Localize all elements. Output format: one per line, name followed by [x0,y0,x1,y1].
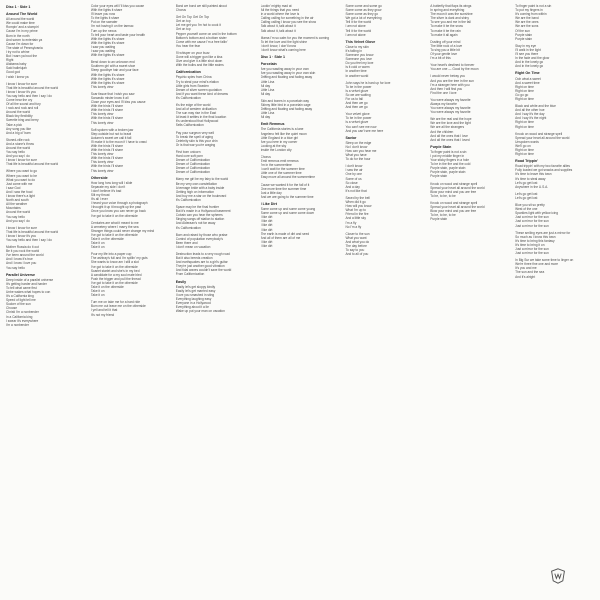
lyric-text: Stay in my eye I'll walk in the light I'll see you there In the fade and the glow And in the lonely go And in the lonely go [515,43,550,69]
lyrics-column-3 [176,4,257,596]
lyric-block [430,182,511,198]
lyric-text: Space may be the final frontier But it's made in a Hollywood basement Cobain can you hear the spheres Singing songs off station to station And Alderaan's not far away It's Californication [175,205,231,230]
lyric-block [91,128,172,173]
lyric-block [515,44,596,69]
song-title: Road Trippin' [515,159,538,164]
lyric-text: Road trippin' with my two favorite allies Fully loaded we got snacks and supplies It's time to leave this town It's time to steal away Let's go get lost Anywhere in the U.S.A. [515,164,573,189]
lyric-text: Blue you sit so pretty West of the one Sparkles light with yellow icing Just a mirror for the sun Just a mirror for the sun Just a mirror for the sun [515,203,559,228]
lyric-text: Pour my life into a paper cup The ashtray's full and I'm spillin' my guts She wants to know am I still a slut I've got to take it on the otherside Scarlet starlet and she's in my bed A candidate for a my soul mate bled Push the trigger and pull the thread I've got to take it on the otherside Take it on the otherside Take it on Take it on [90,252,148,298]
lyric-block [430,145,511,179]
lyric-text: A butterfly that flaps its wings In spring and everything The moon it was the sunshine The silver is dark and shiny To see you and me in the fall To make it be the snow To make it be the rain To make it all again [430,4,473,37]
lyric-text: Mother Russia do it out Be it you rock the world I've been around the world And I know it's true And I know I love you You say hello [6,245,44,270]
lyrics-column-7 [515,4,596,596]
lyric-block [91,252,172,297]
lyric-block [6,245,87,270]
lyric-block [430,74,511,94]
song-title: Emit Remmus [260,122,285,127]
lyric-block [176,252,257,277]
warner-bros-logo [550,568,566,584]
lyric-text: We are the real and the hope We are the love and the light We are all the strangers And the children And all the ones that I love And all the ones that I loved [430,117,472,142]
lyric-text: To finger paint is not a sin I put my middle finger in Your sticky fingers in a hole To be in the fire and the cold Purple stain, purple stain Purple stain, purple stain Purple stain [430,149,471,179]
lyric-text: I'll whisper on your buzz Gone will a trigger gun like a kiss Give and give it a little shut down With the bulbs and the little swims [175,50,224,68]
lyric-block [430,117,511,142]
song-title: Californication [175,70,201,75]
lyric-text: Some come and some go Some come as they grow Some come as they go We got a lot of everything Tell it for the world I am not alone Tell it for the world I am not alone [345,4,382,37]
lyric-block [430,40,511,60]
lyric-block [515,4,596,41]
lyric-text: Knock on wood and strange spell Spread your heart all around the world Blow your mind and you are free To be, to be, to be Purple stain [430,200,485,222]
lyric-text: Saved by the bell When did it go How will you know What I'm up to Friend in the fire And a little sky I'm a fly No I'm a fly [345,195,372,229]
lyric-text: Cause we wanted it for the fall of it One more time the summer time Just a little day And we are going to the summer time [260,182,314,199]
song-title: Disc 1 · Side 1 [260,55,285,60]
lyric-text: How long how long will I slide Separate my side I don't I don't believe it's bad Slit my throat It's all I ever I heard your voice through a photograph I thought it up it brought up the past Once you know you can never go back I've got to take it on the otherside [90,180,148,218]
lyric-text: To finger paint is not a sin To put my fingers in It's coming from within We are the band We are the ones We are the sons Of the sun Purple stain Purple stain [515,4,552,41]
lyric-text: Knock on wood and strange spell Spread your heart all around the world Unspoken words We'll go on Right on time Right on time [515,131,570,157]
lyric-block [176,177,257,202]
lyric-text: Scar tissue that I wish you saw Sarcastic mister know it all Close your eyes and I'll kiss you cause With the birds I'll share With the birds I'll share This lonely view With the birds I'll share This lonely view [90,91,146,125]
lyric-text: It's the edge of the world And all of western civilization The sun may rise in the East At least it settles in the final location It's understood that Hollywood Sells Californication [175,102,227,128]
lyric-block [345,136,426,162]
lyric-block [515,258,596,278]
lyric-block [176,51,257,67]
lyric-block [345,40,426,78]
lyric-text: The California stories is a lane Angeleno felt like the quiet moon Little England in a blue girl Are you here in my corner Looking at the sky Inside the London city [260,127,307,152]
lyric-block [515,192,596,200]
lyric-text: Your heart's destined to forever You are one — Good by the moon [430,63,479,72]
lyric-text: John says he is hard up for love To be in the power Is a velvet glove So we are waiting For us to fall And then we go And then we go [345,80,391,110]
lyric-block [6,5,87,9]
lyric-block [176,150,257,175]
lyric-text: Centuries are what it meant to me A cemetery where I marry the sea Stranger things could never change my mind I've got to take it on the otherside Take it on the otherside Take it on Take it on [90,220,155,250]
lyric-block [6,12,87,79]
lyric-block [261,4,342,33]
lyric-block [91,176,172,218]
lyric-text: Bond we bond we still painted about Chorus [175,4,227,13]
lyric-block [261,183,342,199]
lyrics-column-4 [261,4,342,596]
lyric-block [261,36,342,52]
lyric-text: Close to my skin It's falling in Someone you know Someone you love Do you feel my love Is it cold or warm In another time In another world [345,44,374,78]
lyric-text: I don't know I saw the air One by one Some of us So close And a day It's not like that [345,164,367,193]
lyric-text: First born unicorn Hard core soft porn Dream of Californication Dream of Californication Dream of Californication Dream of Californication [175,149,210,175]
lyric-text: Some come up and some come young Some come up and some come down I like dirt I like dirt I like dirt I like dirt The earth is made of dirt and seed And all of them are all of me I like dirt I like dirt [260,207,316,248]
lyric-text: Stoned-ville rock And a stone's throw Around the world You say hello And you say I do I know I know for sure That life is beautiful around the world [6,137,59,167]
lyric-block [261,55,342,59]
lyric-block [430,98,511,114]
lyric-text: Lookin' mighty mad at All the things that you need In a world where the love is Calling calling for something in the air Calling calling I know you see the show Talk about it, talk about it Talk about it, talk about it [260,4,317,33]
lyrics-column-1 [6,4,87,596]
lyric-block [176,4,257,12]
lyric-block [515,231,596,256]
lyric-block [345,232,426,257]
lyric-block [515,104,596,129]
lyric-block [176,70,257,100]
lyric-block [91,60,172,89]
lyric-block [176,233,257,249]
song-title: Disc 1 · Side 1 [6,5,31,9]
lyric-block [515,203,596,228]
lyric-block [345,112,426,132]
lyric-block [176,103,257,128]
song-title: Easily [175,279,187,284]
lyric-block [176,131,257,147]
lyric-block [6,169,87,222]
lyric-text: All around the world We could make time Rompin' and a stompin' Cause I'm in my prime Born in the north And sworn to entertain ya Cause I'm down for The state of Pennsylvania I try not to whine But I warn ya bout the Right Alabama baby Said hallelujah Good god I wish I knew ya [6,17,43,79]
lyric-text: Ooh what a sweet And a sweet time Right on time Right on time Go go go Right on time [515,76,541,101]
lyric-text: Your velvet glove To be in the power Is a velvet glove You can't see me now And you can't see me here [345,112,384,133]
lyric-block [6,273,87,327]
lyric-text: Black and white and the blue And all the other hue And I say it's the day And I say it's the night Right on time Right on time [515,104,556,129]
lyric-text: Turn me on take me for a hard ride Burn me out leave me on the otherside I yell and tell it that It's not my friend [90,300,146,317]
lyric-text: Marry me girl be my fairy to the world Be my very own constellation A teenage bride with a baby inside Getting high on information And buy me a star on the boulevard It's Californication [175,177,229,202]
song-title: Right On Time [515,71,540,76]
lyric-block [261,99,342,119]
lyric-block [6,226,87,242]
lyric-block [261,202,342,248]
lyric-block [91,92,172,125]
lyric-text: Bend down to an unknown end Southern girl with a sweet shoe Sleep goodbye hair and your face With the lights it's share With the lights it's share With the lights it's share This lonely view [90,60,139,89]
lyric-text: I know I know for sure That life is beautiful around the world I know I know it's you You say hello and then I say I do [6,225,59,242]
lyric-text: Chorus Emit remmus emit remmus I'm in the summertime I can't wait for the summer time Little one of the summer time Easy move all around the summertime [260,155,315,180]
lyric-block [6,138,87,167]
lyric-text: Color your eyes will I'll kiss you cause With the lights it share I'll leave you now To the lights it share Put on the sweater I'm not having it on the tarmac Turn up the nexus To tell your heart and taste your health With the lights it's share With the lights it's share I saw you waiting I saw you waiting With the lights it's share [90,4,146,58]
lyric-text: Born and raised by those who praise Control of population everybody's Been there and I don't mean on vacation [175,232,228,249]
lyric-text: Destruction leads to a very rough road But it also breeds creation And earthquakes are to a girl's guitar They're just another good vibration And tidal waves couldn't save the world From Californication [175,251,232,277]
song-title: Porcelain [260,62,277,67]
lyric-text: Let's go get lost Let's go get lost [515,191,538,200]
lyrics-column-2 [91,4,172,596]
lyric-text: Easily let's get sloppy kindly Easily let's get married easy I love you smashed in sting Everything laughing easy Everyone in a Hollywood Everything about it a lie Wake up put your man on vacation [175,284,225,314]
lyric-block [515,132,596,157]
lyric-block [261,155,342,180]
lyric-block [91,221,172,250]
lyric-block [261,122,342,152]
lyric-text: Deep inside of a parallel universe It's getting harder and harder To tell what came first Unbe wakes what hopes to con It's a California king Speed of light tell me Sucker of the sun Choose Christi I'm a nonbender In a California king I swear it's everywhere I'm a nonbender [6,277,54,327]
lyric-block [430,4,511,37]
lyric-text: Where you want to go Where you want to be What you want to do Just come with me I saw God And I saw the food I know there's a light North and south All the weather Mountains Around the world You say hello And you say I do [6,169,38,223]
lyric-block [345,81,426,110]
lyric-text: Psychic spies from China Try to steal your mind's elation Little girls from Sweden Dream of silver screen quotation And if you want these kind of dreams It's Californication [175,75,228,100]
lyric-text: These smiling eyes are just a mirror for So much as I know this town It's time to bring this fantasy It's time to bring it on Just a mirror for the sun Just a mirror for the sun [515,230,571,256]
lyric-text: You were always my favorite Always my favorite You were always my favorite You were always my favorite [430,97,471,115]
lyric-block [6,82,87,135]
lyric-block [345,196,426,229]
song-title: Parallel Universe [6,272,35,277]
lyric-text: Get On Top Get On Top Get on top Let me get you I'm hot to cook it Get on top Pepper yourself come on and in the bottom Bottom's bottom and a bottom sister Come with me cause I'm a free fallin' You hear the fear [175,15,237,48]
lyric-text: Dusting off your mind The little rock of a love To sing you a little bit Of your gentle love I'm a bit of this [430,39,463,61]
lyric-text: Closer to the sun What you want And what you do The day before To say to you And to all of you [345,231,370,257]
lyric-block [345,164,426,193]
song-title: Purple Stain [430,144,452,149]
lyric-block [430,201,511,221]
lyric-text: Pay your surgeon very well To break the spell of aging Celebrity skin is this your chin Or is that war you're waging [175,130,218,147]
song-title: Savior [345,135,357,140]
lyric-text: I would never betray you And you are the tree in the sun I'm a stranger here with you And then I will find you Find the one I love [430,74,474,95]
lyric-block [430,63,511,71]
lyric-block [91,4,172,57]
lyric-block [176,15,257,48]
lyric-block [515,71,596,101]
lyric-text: In Big Sur we take some time to linger on We're three fine one and more It's you and me The sun and the sea And it's alright [515,258,574,279]
song-title: I Like Dirt [260,201,277,206]
lyric-text: Soft spoken with a broken jaw Step outside but not to brawl Autumn's sweet we call it fall I'll make it to the moon if I have to crawl With the birds I'll share With the birds I'll share This lonely view With the birds I'll share This lonely view With the birds I'll share This lonely view [90,127,147,173]
lyrics-column-5 [345,4,426,596]
lyric-block [515,159,596,189]
song-title: Otherside [90,175,108,180]
song-title: This Velvet Glove [345,39,376,44]
lyric-block [91,300,172,316]
lyric-text: Knock on wood and strange spell Spread your heart all around the world Blow your mind and you are free To be, to be, to be [430,181,485,198]
lyric-block [176,205,257,230]
lyric-block [176,280,257,314]
lyric-text: Mama I'm so calm for you the moment is coming To let the love and the light shine I don't know, I don't know I don't know what's coming here [260,35,330,52]
lyric-text: Are you wasting away in your own Are you wasting away in your own skin Drifting and floating and fading away Little Lina All day Little Lina All day [260,67,316,96]
song-title: Around The World [6,12,38,17]
lyrics-column-6 [430,4,511,596]
lyric-block [345,4,426,37]
lyric-text: Skin and bones in a porcelain way Skinny little bird in a porcelain cage Drifting and floating and fading away Little Lina All day [260,98,313,120]
lyric-block [261,62,342,96]
lyric-text: Sleep on the edge No I don't know How can you hear me What you have To do for the hour [345,140,377,162]
lyric-text: I know I know for sure That life is beautiful around the world I know I know it's you You say hello and then I say I do Come hear the cry Of all the sound and fury I rock and rock and roll Around the world Black tiny flexibility Sweetie bing and berry Take a pick Any song you like And a big ol' bam [6,81,59,135]
